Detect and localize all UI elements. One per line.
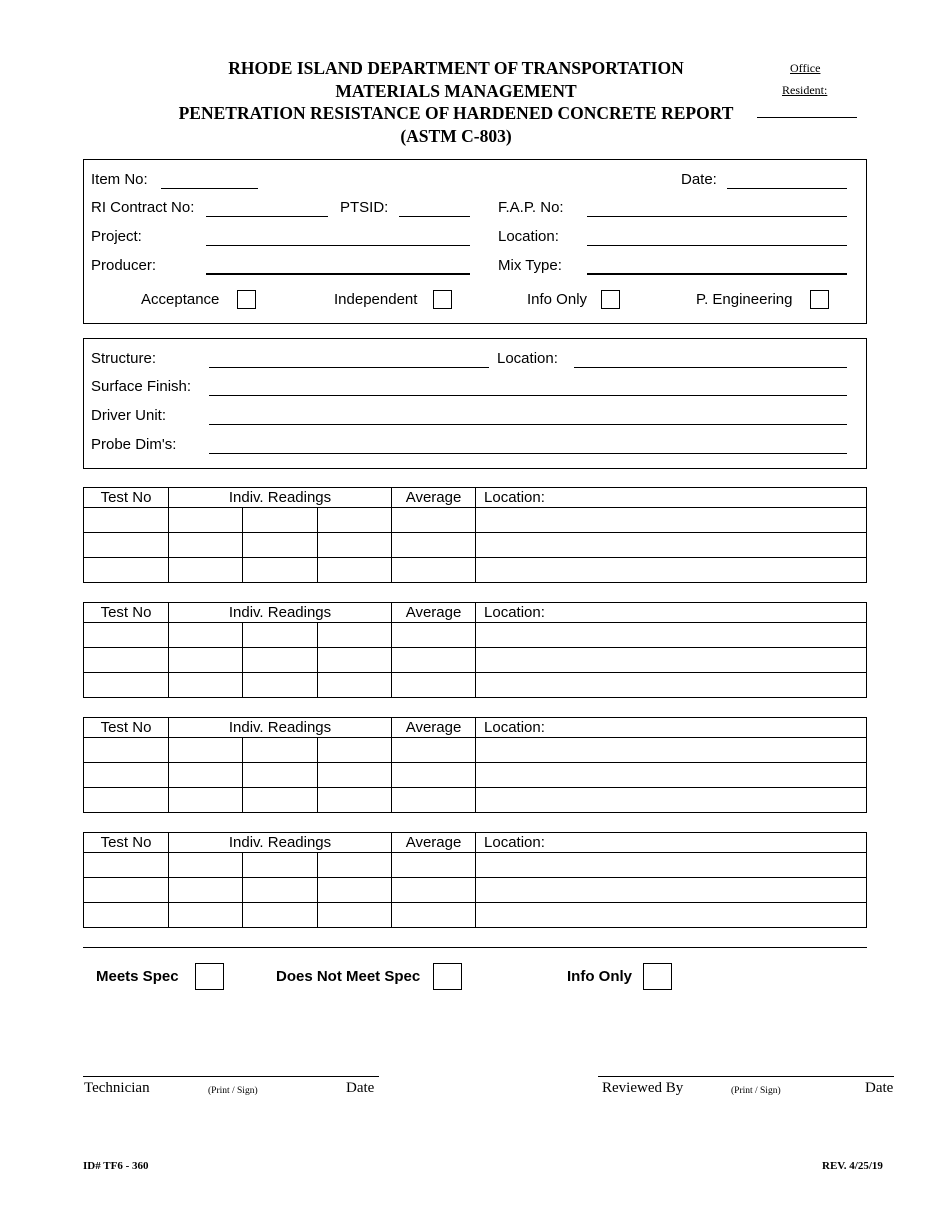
average-header: Average	[392, 718, 476, 738]
location-header: Location:	[476, 833, 867, 853]
acceptance-label: Acceptance	[141, 291, 220, 308]
fap-no-label: F.A.P. No:	[498, 199, 564, 216]
ri-contract-no-label: RI Contract No:	[91, 199, 195, 216]
info-only-checkbox[interactable]	[601, 290, 620, 309]
table-row[interactable]	[84, 623, 867, 648]
reviewed-by-label: Reviewed By	[602, 1080, 684, 1096]
surface-finish-field[interactable]	[209, 395, 847, 396]
driver-unit-field[interactable]	[209, 424, 847, 425]
p-engineering-label: P. Engineering	[696, 291, 793, 308]
average-header: Average	[392, 603, 476, 623]
indiv-readings-header: Indiv. Readings	[169, 718, 392, 738]
average-header: Average	[392, 833, 476, 853]
does-not-meet-spec-checkbox[interactable]	[433, 963, 462, 990]
does-not-meet-spec-label: Does Not Meet Spec	[276, 968, 421, 985]
technician-signature-line[interactable]	[83, 1076, 379, 1077]
table-row[interactable]	[84, 853, 867, 878]
project-field[interactable]	[206, 245, 470, 246]
test-no-header: Test No	[84, 833, 169, 853]
table-row[interactable]	[84, 763, 867, 788]
structure-info-box	[83, 338, 867, 469]
independent-label: Independent	[334, 291, 418, 308]
technician-print-sign-label: (Print / Sign)	[208, 1086, 258, 1096]
producer-field[interactable]	[206, 273, 470, 275]
office-label: Office	[790, 61, 821, 75]
table-header-row	[84, 833, 867, 853]
average-header: Average	[392, 488, 476, 508]
structure-location-label: Location:	[497, 350, 558, 367]
table-row[interactable]	[84, 788, 867, 813]
indiv-readings-header: Indiv. Readings	[169, 833, 392, 853]
header-line-3: PENETRATION RESISTANCE OF HARDENED CONCRETE REPORT	[178, 103, 734, 123]
test-no-header: Test No	[84, 603, 169, 623]
table-row[interactable]	[84, 558, 867, 583]
test-table-2	[83, 602, 867, 698]
technician-date-label: Date	[346, 1080, 375, 1096]
item-no-field[interactable]	[161, 188, 258, 189]
ptsid-field[interactable]	[399, 216, 470, 217]
table-row[interactable]	[84, 508, 867, 533]
p-engineering-checkbox[interactable]	[810, 290, 829, 309]
test-table-3	[83, 717, 867, 813]
ptsid-label: PTSID:	[340, 199, 389, 216]
date-label: Date:	[681, 171, 717, 188]
result-info-only-label: Info Only	[567, 968, 632, 985]
header-line-4: (ASTM C-803)	[400, 126, 512, 146]
acceptance-checkbox[interactable]	[237, 290, 256, 309]
indiv-readings-header: Indiv. Readings	[169, 603, 392, 623]
location-header: Location:	[476, 488, 867, 508]
mix-type-field[interactable]	[587, 273, 847, 275]
independent-checkbox[interactable]	[433, 290, 452, 309]
ri-contract-no-field[interactable]	[206, 216, 328, 217]
producer-label: Producer:	[91, 257, 157, 274]
item-no-label: Item No:	[91, 171, 148, 188]
test-no-header: Test No	[84, 718, 169, 738]
location-field[interactable]	[587, 245, 847, 246]
test-table-4	[83, 832, 867, 928]
table-header-row	[84, 603, 867, 623]
indiv-readings-header: Indiv. Readings	[169, 488, 392, 508]
revision-date: REV. 4/25/19	[822, 1160, 883, 1172]
reviewer-date-label: Date	[865, 1080, 894, 1096]
table-header-row	[84, 488, 867, 508]
location-header: Location:	[476, 718, 867, 738]
header-line-2: MATERIALS MANAGEMENT	[335, 81, 577, 101]
table-row[interactable]	[84, 533, 867, 558]
technician-label: Technician	[84, 1080, 150, 1096]
driver-unit-label: Driver Unit:	[91, 407, 167, 424]
separator-line	[83, 947, 867, 948]
meets-spec-checkbox[interactable]	[195, 963, 224, 990]
result-info-only-checkbox[interactable]	[643, 963, 672, 990]
location-header: Location:	[476, 603, 867, 623]
test-table-1	[83, 487, 867, 583]
structure-label: Structure:	[91, 350, 157, 367]
table-row[interactable]	[84, 878, 867, 903]
form-id: ID# TF6 - 360	[83, 1160, 149, 1172]
resident-label: Resident:	[782, 83, 828, 97]
surface-finish-label: Surface Finish:	[91, 378, 192, 395]
reviewer-signature-line[interactable]	[598, 1076, 894, 1077]
fap-no-field[interactable]	[587, 216, 847, 217]
reviewer-print-sign-label: (Print / Sign)	[731, 1086, 781, 1096]
table-row[interactable]	[84, 738, 867, 763]
probe-dims-label: Probe Dim's:	[91, 436, 177, 453]
project-label: Project:	[91, 228, 142, 245]
table-header-row	[84, 718, 867, 738]
structure-field[interactable]	[209, 367, 489, 368]
date-field[interactable]	[727, 188, 847, 189]
info-only-label: Info Only	[527, 291, 588, 308]
mix-type-label: Mix Type:	[498, 257, 562, 274]
location-label: Location:	[498, 228, 559, 245]
header-line-1: RHODE ISLAND DEPARTMENT OF TRANSPORTATION	[228, 58, 684, 78]
table-row[interactable]	[84, 648, 867, 673]
table-row[interactable]	[84, 673, 867, 698]
meets-spec-label: Meets Spec	[96, 968, 179, 985]
test-no-header: Test No	[84, 488, 169, 508]
resident-line[interactable]	[757, 117, 857, 118]
table-row[interactable]	[84, 903, 867, 928]
structure-location-field[interactable]	[574, 367, 847, 368]
probe-dims-field[interactable]	[209, 453, 847, 454]
